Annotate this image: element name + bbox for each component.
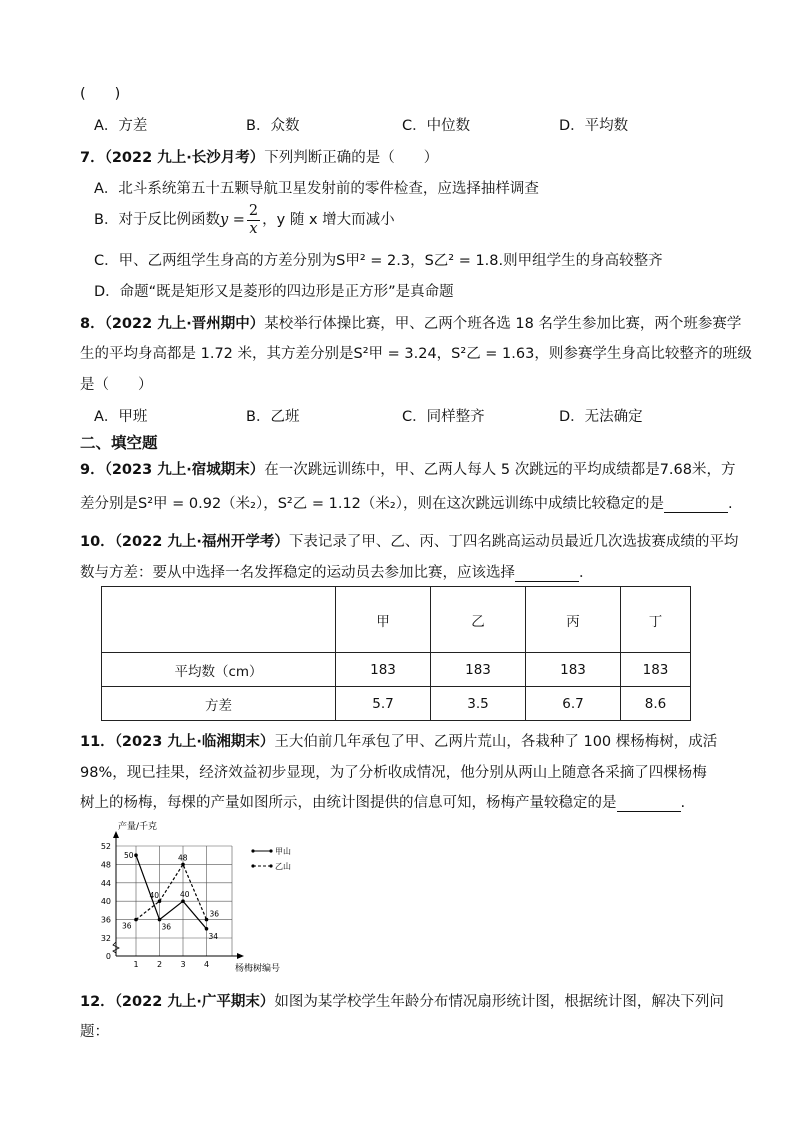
table-cell: 方差 <box>102 687 336 721</box>
table-cell: 5.7 <box>336 687 431 721</box>
athlete-stats-table <box>101 586 691 721</box>
q7-option-d: D．命题“既是矩形又是菱形的四边形是正方形”是真命题 <box>94 284 454 300</box>
chart-data-label: 36 <box>122 921 132 931</box>
chart-x-tick-label: 2 <box>156 960 163 969</box>
q6-option-b: B．众数 <box>246 118 300 134</box>
q10-number: 10． <box>80 534 115 550</box>
q7-number: 7． <box>80 150 105 166</box>
table-cell: 8.6 <box>621 687 691 721</box>
chart-y-tick-label: 52 <box>100 842 111 851</box>
q9-text-2: 差分别是S²甲 = 0.92（米₂），S²乙 = 1.12（米₂），则在这次跳远训练中成绩比较稳定的是 <box>80 496 664 512</box>
chart-legend-marker <box>251 849 254 852</box>
q8-text-3: 是（ ） <box>80 377 153 393</box>
q11-text-3: 树上的杨梅，每棵的产量如图所示，由统计图提供的信息可知，杨梅产量较稳定的是 <box>80 795 617 811</box>
q7-text: 下列判断正确的是（ ） <box>264 150 439 166</box>
chart-legend-label-jia: 甲山 <box>275 847 291 856</box>
q10-end: ． <box>579 565 594 581</box>
q7-fraction-numerator: 2 <box>248 203 259 219</box>
chart-y-axis-arrow <box>113 831 119 838</box>
chart-legend-marker <box>269 864 272 867</box>
yield-line-chart <box>90 818 310 978</box>
table-header-cell: 甲 <box>336 587 431 653</box>
chart-data-label: 48 <box>178 853 188 863</box>
chart-point-jia <box>205 927 209 931</box>
chart-legend-marker <box>251 864 254 867</box>
q11-text-2: 98%，现已挂果，经济效益初步显现，为了分析收成情况，他分别从两山上随意各采摘了四棵杨梅 <box>80 765 707 781</box>
table-cell: 平均数（cm） <box>102 653 336 687</box>
question-11-stem-line1 <box>80 730 717 751</box>
table-cell: 183 <box>526 653 621 687</box>
chart-y-tick-label: 40 <box>100 897 111 907</box>
chart-point-jia <box>181 899 185 903</box>
q7-option-a: A．北斗系统第五十五颗导航卫星发射前的零件检查，应选择抽样调查 <box>94 181 539 197</box>
q8-text-2: 生的平均身高都是 1.72 米，其方差分别是S²甲 = 3.24，S²乙 = 1.63，则参赛学生身高比较整齐的班级 <box>80 346 752 362</box>
q10-text-2-line <box>80 561 594 582</box>
chart-legend-label-yi: 乙山 <box>275 862 291 871</box>
q7-option-b <box>94 203 395 237</box>
chart-y-tick-label: 36 <box>100 915 111 925</box>
chart-x-tick-label: 4 <box>203 960 210 969</box>
table-cell: 183 <box>431 653 526 687</box>
q8-text-1: 某校举行体操比赛，甲、乙两个班各选 18 名学生参加比赛，两个班参赛学 <box>264 316 742 332</box>
table-header-cell: 乙 <box>431 587 526 653</box>
chart-ylabel: 产量/千克 <box>118 822 158 832</box>
q12-source: （2022 九上·广平期末） <box>114 994 275 1010</box>
q8-option-c: C．同样整齐 <box>402 409 485 425</box>
table-row <box>102 687 691 721</box>
table-header-cell: 丙 <box>526 587 621 653</box>
chart-data-label: 34 <box>208 931 219 941</box>
q7-option-b-post: ，y 随 x 增大而减小 <box>262 212 395 228</box>
chart-point-yi <box>181 863 185 867</box>
q6-option-c: C．中位数 <box>402 118 471 134</box>
chart-data-label: 40 <box>149 891 160 901</box>
chart-x-tick-label: 1 <box>133 960 139 969</box>
table-header-cell: 丁 <box>621 587 691 653</box>
table-cell: 183 <box>621 653 691 687</box>
chart-series-line-yi <box>136 864 207 919</box>
chart-xlabel: 杨梅树编号 <box>235 964 281 974</box>
table-cell: 6.7 <box>526 687 621 721</box>
question-7-stem <box>80 146 438 167</box>
q10-text-1: 下表记录了甲、乙、丙、丁四名跳高运动员最近几次选拔赛成绩的平均 <box>288 534 739 550</box>
q11-answer-blank[interactable] <box>617 797 681 812</box>
q8-option-d: D．无法确定 <box>559 409 643 425</box>
table-cell: 3.5 <box>431 687 526 721</box>
table-cell: 183 <box>336 653 431 687</box>
q11-end: . <box>680 795 686 811</box>
q12-text-2: 题： <box>80 1024 109 1040</box>
chart-series-line-jia <box>136 855 207 929</box>
chart-x-axis-arrow <box>237 953 244 959</box>
table-header-row <box>102 587 691 653</box>
chart-y-tick-label: 44 <box>100 878 111 888</box>
chart-legend-marker <box>269 849 272 852</box>
chart-x-tick-label: 3 <box>180 960 186 969</box>
question-10-stem-line1 <box>80 530 738 551</box>
q7-option-c: C．甲、乙两组学生身高的方差分别为S甲² = 2.3，S乙² = 1.8.则甲组学生的身高较整齐 <box>94 253 663 269</box>
chart-point-jia <box>134 853 138 857</box>
q7-fraction <box>247 204 260 236</box>
q10-source: （2022 九上·福州开学考） <box>114 534 289 550</box>
q8-option-b: B．乙班 <box>246 409 300 425</box>
table-header-cell <box>102 587 336 653</box>
q9-source: （2023 九上·宿城期末） <box>104 462 265 478</box>
q7-option-b-pre: B．对于反比例函数 <box>94 212 220 228</box>
q11-text-3-line <box>80 791 685 812</box>
q11-number: 11． <box>80 734 115 750</box>
q9-text-2-line <box>80 492 733 513</box>
chart-point-jia <box>158 918 162 922</box>
q8-option-a: A．甲班 <box>94 409 148 425</box>
q8-number: 8． <box>80 316 105 332</box>
chart-y-tick-label: 48 <box>100 860 111 870</box>
q9-answer-blank[interactable] <box>664 498 728 513</box>
q11-text-1: 王大伯前几年承包了甲、乙两片荒山，各栽种了 100 棵杨梅树，成活 <box>274 734 718 750</box>
q12-text-1: 如图为某学校学生年龄分布情况扇形统计图，根据统计图，解决下列问 <box>274 994 724 1010</box>
q9-number: 9． <box>80 462 105 478</box>
chart-y-tick-label: 32 <box>100 934 111 943</box>
q6-answer-paren: ( ) <box>80 86 121 102</box>
q7-source: （2022 九上·长沙月考） <box>104 150 265 166</box>
q7-option-b-func: y = <box>219 212 245 228</box>
q6-option-a: A．方差 <box>94 118 148 134</box>
chart-y-tick-label: 0 <box>105 952 111 961</box>
question-8-stem-line1 <box>80 312 741 333</box>
question-9-stem-line1 <box>80 458 736 479</box>
chart-point-yi <box>205 918 209 922</box>
chart-point-yi <box>134 918 138 922</box>
q10-text-2: 数与方差：要从中选择一名发挥稳定的运动员去参加比赛，应该选择 <box>80 565 515 581</box>
table-row <box>102 653 691 687</box>
question-12-stem-line1 <box>80 990 724 1011</box>
q10-answer-blank[interactable] <box>515 567 579 582</box>
q8-source: （2022 九上·晋州期中） <box>104 316 265 332</box>
q9-end: . <box>727 496 733 512</box>
q11-source: （2023 九上·临湘期末） <box>114 734 275 750</box>
q9-text-1: 在一次跳远训练中，甲、乙两人每人 5 次跳远的平均成绩都是7.68米，方 <box>264 462 736 478</box>
section-heading-fill-in: 二、填空题 <box>80 434 158 452</box>
chart-data-label: 40 <box>180 890 190 900</box>
q7-fraction-denominator: x <box>249 220 258 237</box>
q12-number: 12． <box>80 994 115 1010</box>
chart-data-label: 36 <box>161 922 172 932</box>
chart-data-label: 50 <box>124 851 134 861</box>
chart-data-label: 36 <box>209 909 220 919</box>
q6-option-d: D．平均数 <box>559 118 629 134</box>
